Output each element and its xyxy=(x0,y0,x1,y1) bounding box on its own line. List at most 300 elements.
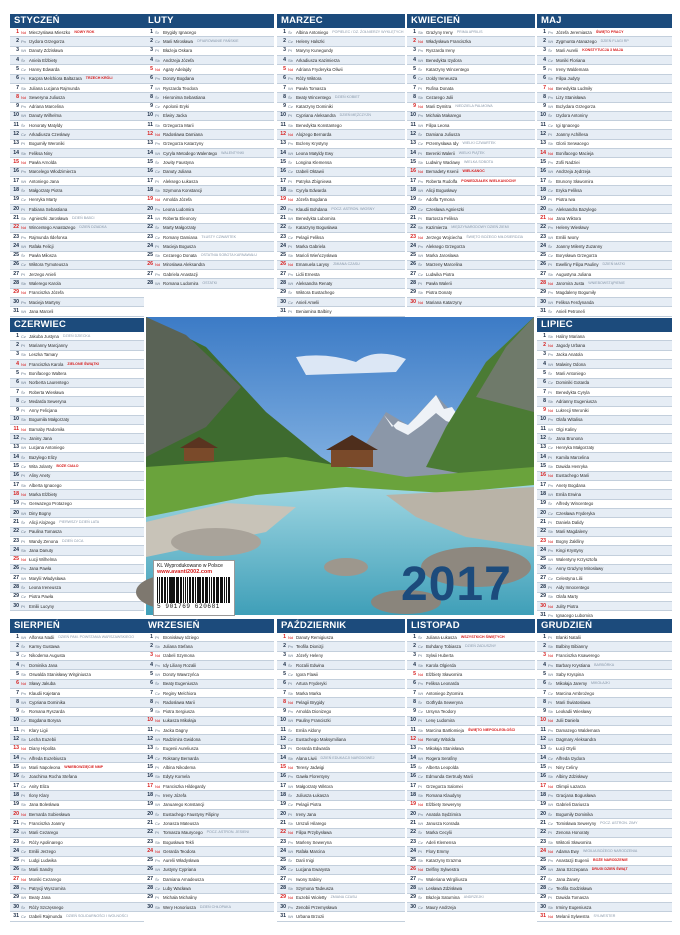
name-day: Ryszarda Teodora xyxy=(163,85,198,91)
day-number: 10 xyxy=(280,112,286,119)
weekday: Pt xyxy=(288,746,292,752)
day-row xyxy=(407,65,535,74)
day-row xyxy=(537,518,672,527)
name-day: Marioli Wieńczysława xyxy=(296,253,338,259)
name-day: Marii Cezarego xyxy=(29,830,59,836)
holiday-label: ZMIANA CZASU xyxy=(330,895,358,900)
day-row xyxy=(10,425,144,434)
weekday: Śr xyxy=(548,309,552,315)
day-number: 25 xyxy=(410,252,416,259)
day-number: 22 xyxy=(540,528,546,535)
day-row xyxy=(10,397,144,406)
day-number: 20 xyxy=(280,810,286,817)
name-day: Walentyny Krzysztofa xyxy=(556,557,598,563)
weekday: Pn xyxy=(548,352,553,358)
day-number: 22 xyxy=(280,224,286,231)
weekday: Pn xyxy=(548,547,553,553)
weekday: Sb xyxy=(21,671,26,677)
weekday: Nd xyxy=(21,290,27,296)
weekday: Pn xyxy=(288,904,293,910)
name-day: Dominiki Gotarda xyxy=(556,380,590,386)
weekday: Pt xyxy=(21,858,25,864)
barcode-bar xyxy=(173,577,174,603)
day-row xyxy=(277,810,405,819)
day-row xyxy=(10,754,144,763)
day-row xyxy=(407,829,535,838)
day-row xyxy=(537,661,672,670)
day-row xyxy=(144,745,274,754)
holiday-label: BOŻE NARODZENIE xyxy=(592,858,628,863)
day-number: 27 xyxy=(540,875,546,882)
holiday-label: DZIEŃ EDUKACJI NARODOWEJ xyxy=(320,755,375,760)
name-day: Czesława Agnieszki xyxy=(426,206,464,212)
weekday: Cz xyxy=(548,122,553,128)
weekday: Sb xyxy=(155,122,160,128)
day-number: 8 xyxy=(150,93,153,100)
holiday-label: POPIELEC / DZ. ŻOŁNIERZY WYKLĘTYCH xyxy=(332,29,404,34)
day-number: 5 xyxy=(16,369,19,376)
day-number: 7 xyxy=(16,388,19,395)
weekday: Sb xyxy=(418,662,423,668)
day-row xyxy=(10,444,144,453)
name-day: Ryszarda Ireny xyxy=(426,48,455,54)
weekday: Cz xyxy=(548,755,553,761)
day-number: 2 xyxy=(150,642,153,649)
name-day: Brunony Sławomira xyxy=(556,178,594,184)
day-number: 21 xyxy=(280,214,286,221)
name-day: Lukrecji Weroniki xyxy=(556,408,589,414)
day-row xyxy=(407,894,535,903)
day-row xyxy=(10,112,144,121)
weekday: Pn xyxy=(548,613,553,619)
name-day: Ewelliny Filipa Pauliny xyxy=(556,262,599,268)
name-day: Marii Aurelii xyxy=(556,48,579,54)
day-number: 24 xyxy=(410,847,416,854)
holiday-label: WNIEBOWZIĘCIE NMP xyxy=(64,765,104,770)
day-row xyxy=(407,735,535,744)
weekday: Wt xyxy=(418,253,423,259)
day-row xyxy=(144,838,274,847)
day-row xyxy=(277,103,405,112)
weekday: Wt xyxy=(155,737,160,743)
day-row xyxy=(537,252,672,261)
holiday-label: ZMIANA CZASU xyxy=(333,262,360,267)
name-day: Sławy Jakuba xyxy=(29,681,56,687)
name-day: Marty Małgorzaty xyxy=(163,225,196,231)
day-row xyxy=(10,242,144,251)
day-number: 10 xyxy=(540,112,546,119)
weekday: Nd xyxy=(21,557,27,563)
name-day: Aleksego Łukasza xyxy=(163,178,198,184)
weekday: Sb xyxy=(548,529,553,535)
day-number: 20 xyxy=(540,810,546,817)
day-number: 16 xyxy=(147,773,153,780)
weekday: Śr xyxy=(288,160,292,166)
day-number: 1 xyxy=(150,633,153,640)
name-day: Cyryla Edwarda xyxy=(296,187,327,193)
day-row xyxy=(277,791,405,800)
name-day: Wery Honoriusza xyxy=(163,904,196,910)
name-day: Janiny Jana xyxy=(29,436,52,442)
weekday: Pt xyxy=(548,519,552,525)
weekday: Pn xyxy=(21,299,26,305)
day-row xyxy=(537,633,672,642)
day-number: 10 xyxy=(540,717,546,724)
day-number: 6 xyxy=(283,680,286,687)
name-day: Igi Ignacego xyxy=(556,122,580,128)
name-day: Bogumiły Dominika xyxy=(556,811,593,817)
day-number: 28 xyxy=(280,885,286,892)
day-row xyxy=(144,270,274,279)
weekday: Wt xyxy=(21,510,26,516)
day-number: 30 xyxy=(540,903,546,910)
weekday: Pn xyxy=(418,876,423,882)
name-day: Marka Gabriela xyxy=(296,243,326,249)
day-number: 24 xyxy=(540,546,546,553)
day-number: 7 xyxy=(543,689,546,696)
day-number: 9 xyxy=(16,708,19,715)
weekday: Nd xyxy=(155,66,161,72)
day-row xyxy=(144,112,274,121)
day-number: 21 xyxy=(13,214,19,221)
weekday: Pn xyxy=(418,113,423,119)
weekday: Nd xyxy=(21,746,27,752)
name-day: Paulina Tomasza xyxy=(29,529,62,535)
day-row xyxy=(537,782,672,791)
name-day: Augustyna Juliana xyxy=(556,271,592,277)
day-number: 3 xyxy=(16,652,19,659)
month-6 xyxy=(10,318,144,615)
name-day: Cypriana Dominika xyxy=(29,699,66,705)
name-day: Franciszka Hildegardy xyxy=(163,783,206,789)
weekday: Pt xyxy=(21,662,25,668)
name-day: Romana Ryszarda xyxy=(29,709,65,715)
weekday: Sb xyxy=(288,690,293,696)
month-9 xyxy=(144,619,274,925)
weekday: Pt xyxy=(288,811,292,817)
weekday: Sb xyxy=(288,886,293,892)
day-number: 9 xyxy=(413,103,416,110)
weekday: Pn xyxy=(548,662,553,668)
day-row xyxy=(277,140,405,149)
weekday: Pn xyxy=(21,501,26,507)
day-row xyxy=(10,642,144,651)
weekday: Nd xyxy=(418,737,424,743)
name-day: Kacpra Melchiora Baltazara xyxy=(29,76,82,82)
day-number: 24 xyxy=(540,242,546,249)
day-number: 15 xyxy=(13,159,19,166)
day-row xyxy=(537,708,672,717)
day-row xyxy=(144,93,274,102)
day-row xyxy=(144,680,274,689)
name-day: Pelagii Piotra xyxy=(296,802,322,808)
weekday: Cz xyxy=(21,398,26,404)
day-row xyxy=(407,866,535,875)
barcode-bar xyxy=(189,577,190,603)
name-day: Pelagii Feliksa xyxy=(296,234,324,240)
weekday: Pt xyxy=(21,141,25,147)
weekday: Nd xyxy=(155,653,161,659)
day-number: 24 xyxy=(13,546,19,553)
day-number: 23 xyxy=(540,537,546,544)
weekday: Cz xyxy=(21,718,26,724)
day-number: 9 xyxy=(16,407,19,414)
day-number: 9 xyxy=(150,708,153,715)
name-day: Eustachego Faustyny Filipiny xyxy=(163,811,219,817)
day-row xyxy=(537,332,672,341)
day-row xyxy=(277,819,405,828)
name-day: Albina Antoniego xyxy=(296,29,329,35)
day-number: 12 xyxy=(410,131,416,138)
weekday: Pt xyxy=(418,653,422,659)
day-row xyxy=(277,56,405,65)
day-number: 20 xyxy=(13,509,19,516)
name-day: Benedykta Ludmiły xyxy=(556,85,593,91)
name-day: Adriana Marcelina xyxy=(29,104,64,110)
name-day: Rogera Serafiny xyxy=(426,755,458,761)
name-day: Jakuba Justyna xyxy=(29,333,59,339)
day-number: 15 xyxy=(540,463,546,470)
weekday: Wt xyxy=(155,281,160,287)
name-day: Edmunda Gertrudy Marii xyxy=(426,774,473,780)
day-number: 31 xyxy=(13,308,19,315)
day-number: 9 xyxy=(543,407,546,414)
day-row xyxy=(277,894,405,903)
day-row xyxy=(10,65,144,74)
day-row xyxy=(537,875,672,884)
day-number: 19 xyxy=(280,196,286,203)
day-number: 1 xyxy=(413,28,416,35)
day-number: 20 xyxy=(13,810,19,817)
name-day: Marii Magdaleny xyxy=(556,529,588,535)
barcode-bar xyxy=(185,577,186,603)
name-day: Władysława Franciszka xyxy=(426,38,471,44)
name-day: Olimpii Łazarza xyxy=(556,783,586,789)
weekday: Wt xyxy=(21,699,26,705)
weekday: Sb xyxy=(418,290,423,296)
day-number: 24 xyxy=(147,242,153,249)
name-day: Damiana Juliusza xyxy=(426,132,460,138)
name-day: Filipa Leona xyxy=(426,122,450,128)
name-day: Lucjana Antoniego xyxy=(29,445,65,451)
weekday: Pn xyxy=(288,76,293,82)
day-number: 21 xyxy=(13,819,19,826)
name-day: Jana Żanety xyxy=(556,876,580,882)
weekday: Sb xyxy=(155,774,160,780)
name-day: Adolfa Tymona xyxy=(426,197,455,203)
day-row xyxy=(10,47,144,56)
day-number: 13 xyxy=(410,140,416,147)
weekday: Wt xyxy=(21,634,26,640)
weekday: Sb xyxy=(21,417,26,423)
holiday-label: ŚWIĘTO NIEPODLEGŁOŚCI xyxy=(467,727,516,732)
day-number: 12 xyxy=(540,736,546,743)
day-row xyxy=(407,56,535,65)
weekday: Pt xyxy=(418,281,422,287)
weekday: Pn xyxy=(288,774,293,780)
weekday: Pt xyxy=(418,848,422,854)
name-day: Patryka Zbigniewa xyxy=(296,178,332,184)
weekday: Cz xyxy=(155,690,160,696)
weekday: Pn xyxy=(21,436,26,442)
day-number: 26 xyxy=(147,866,153,873)
day-row xyxy=(277,680,405,689)
day-number: 21 xyxy=(540,518,546,525)
weekday: Sb xyxy=(418,727,423,733)
weekday: Śr xyxy=(548,113,552,119)
day-number: 19 xyxy=(13,196,19,203)
day-row xyxy=(407,84,535,93)
day-number: 18 xyxy=(540,791,546,798)
weekday: Pn xyxy=(155,662,160,668)
day-row xyxy=(144,214,274,223)
day-number: 8 xyxy=(413,698,416,705)
name-day: Marcina Bartłomieja xyxy=(426,727,464,733)
day-number: 1 xyxy=(150,28,153,35)
holiday-label: POCZ. ASTRON. ZIMY xyxy=(600,820,638,825)
day-row xyxy=(10,481,144,490)
day-number: 30 xyxy=(13,903,19,910)
day-number: 7 xyxy=(283,689,286,696)
name-day: Elżbiety Seweryny xyxy=(426,802,462,808)
day-row xyxy=(144,652,274,661)
day-number: 24 xyxy=(147,847,153,854)
day-row xyxy=(10,717,144,726)
name-day: Aniela Elżbiety xyxy=(29,57,58,63)
day-number: 3 xyxy=(543,652,546,659)
day-number: 20 xyxy=(147,205,153,212)
day-row xyxy=(407,112,535,121)
day-row xyxy=(10,791,144,800)
day-number: 2 xyxy=(543,341,546,348)
weekday: Pt xyxy=(21,408,25,414)
day-row xyxy=(407,782,535,791)
day-row xyxy=(10,670,144,679)
day-number: 30 xyxy=(13,602,19,609)
day-number: 29 xyxy=(13,289,19,296)
month-7 xyxy=(537,318,672,619)
name-day: Iwony Sabiny xyxy=(296,876,322,882)
name-day: Albiny Zdzisławy xyxy=(556,774,588,780)
day-row xyxy=(10,93,144,102)
name-day: Alojzego Bernarda xyxy=(296,132,332,138)
weekday: Cz xyxy=(21,464,26,470)
name-day: Bożeny Krystyny xyxy=(296,141,329,147)
name-day: Jerzego Wojciecha xyxy=(426,234,463,240)
name-day: Benedykta Lubomira xyxy=(296,215,336,221)
weekday: Śr xyxy=(155,94,159,100)
day-row xyxy=(407,28,535,37)
day-row xyxy=(144,205,274,214)
weekday: Nd xyxy=(21,361,27,367)
name-day: Doroty Bogdana xyxy=(163,76,195,82)
day-number: 5 xyxy=(543,369,546,376)
name-day: Emilii Jerzego xyxy=(29,848,56,854)
day-row xyxy=(537,196,672,205)
weekday: Wt xyxy=(548,737,553,743)
day-row xyxy=(407,298,535,307)
day-number: 27 xyxy=(13,875,19,882)
day-number: 29 xyxy=(540,593,546,600)
barcode-number: 5 901769 620681 xyxy=(157,603,221,610)
day-row xyxy=(277,801,405,810)
weekday: Cz xyxy=(418,709,423,715)
barcode-bar xyxy=(214,577,215,603)
weekday: Wt xyxy=(155,150,160,156)
day-number: 21 xyxy=(280,819,286,826)
day-row xyxy=(537,819,672,828)
name-day: Grzegorza Katarzyny xyxy=(163,141,204,147)
name-day: Edyty Kornela xyxy=(163,774,190,780)
day-row xyxy=(537,158,672,167)
name-day: Juliana Stefana xyxy=(163,643,193,649)
day-row xyxy=(277,773,405,782)
name-day: Albina Nikodema xyxy=(163,765,196,771)
day-number: 27 xyxy=(540,574,546,581)
day-number: 27 xyxy=(13,270,19,277)
day-row xyxy=(144,47,274,56)
name-day: Piotra Iwa xyxy=(556,197,576,203)
weekday: Śr xyxy=(548,178,552,184)
weekday: Śr xyxy=(548,566,552,572)
day-row xyxy=(10,289,144,298)
weekday: Nd xyxy=(288,262,294,268)
day-number: 20 xyxy=(13,205,19,212)
day-row xyxy=(144,708,274,717)
name-day: Wiktora Eustachego xyxy=(296,290,335,296)
name-day: Ursyna Teodory xyxy=(426,709,457,715)
name-day: Anieli Amelii xyxy=(296,299,320,305)
weekday: Sb xyxy=(21,215,26,221)
weekday: Nd xyxy=(155,848,161,854)
weekday: Sb xyxy=(21,802,26,808)
day-number: 17 xyxy=(540,782,546,789)
name-day: Bronisławy Idziego xyxy=(163,634,199,640)
day-row xyxy=(10,351,144,360)
name-day: Anety Bogdana xyxy=(556,482,586,488)
day-row xyxy=(10,341,144,350)
day-row xyxy=(144,847,274,856)
name-day: Alfonsa Nadii xyxy=(29,634,55,640)
day-number: 14 xyxy=(147,754,153,761)
day-number: 19 xyxy=(540,801,546,808)
day-row xyxy=(407,754,535,763)
weekday: Pn xyxy=(21,38,26,44)
holiday-label: PRIMA APRILIS xyxy=(456,29,483,34)
name-day: Sylwii Huberta xyxy=(426,653,454,659)
day-number: 4 xyxy=(16,661,19,668)
name-day: Wita Jolanty xyxy=(29,464,53,470)
day-row xyxy=(537,242,672,251)
weekday: Nd xyxy=(548,342,554,348)
holiday-label: WNIEBOWSTĄPIENIE xyxy=(588,281,625,286)
day-row xyxy=(537,75,672,84)
weekday: Nd xyxy=(155,783,161,789)
day-number: 31 xyxy=(540,612,546,619)
day-number: 15 xyxy=(147,764,153,771)
weekday: Śr xyxy=(21,839,25,845)
weekday: Śr xyxy=(418,634,422,640)
name-day: Aleksego Grzegorza xyxy=(426,243,465,249)
day-row xyxy=(537,884,672,893)
name-day: Jana Pawła xyxy=(29,566,52,572)
day-row xyxy=(144,670,274,679)
day-number: 6 xyxy=(150,680,153,687)
name-day: Marii Antoniego xyxy=(556,370,586,376)
day-row xyxy=(10,75,144,84)
name-day: Roberta Eleonory xyxy=(163,215,197,221)
weekday: Wt xyxy=(155,671,160,677)
